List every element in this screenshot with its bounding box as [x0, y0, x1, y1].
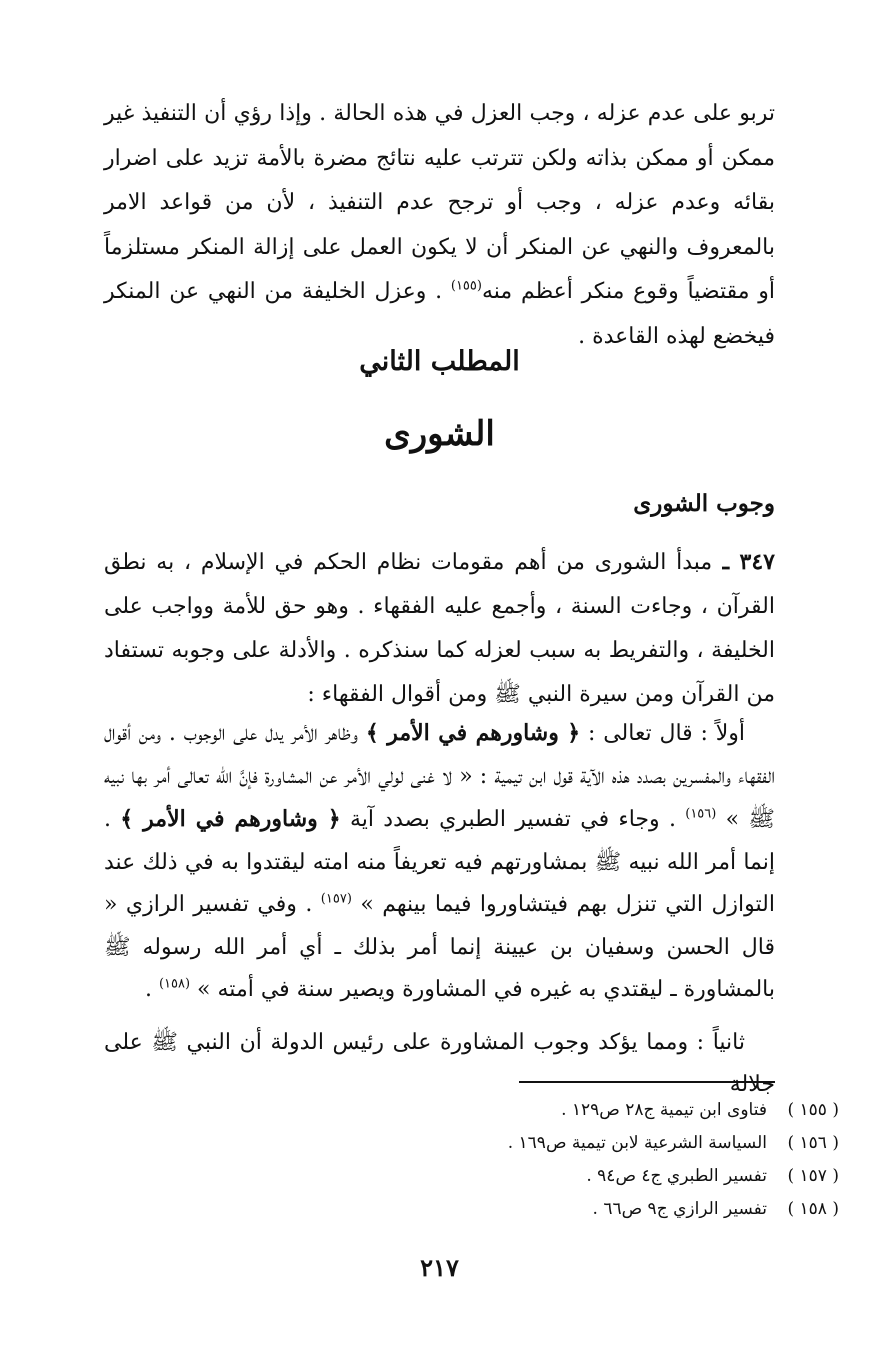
footnote-ref-156[interactable]: (١٥٦)	[685, 806, 717, 822]
footnote-text: فتاوى ابن تيمية ج٢٨ ص١٢٩ .	[561, 1100, 767, 1120]
footnote-text: تفسير الرازي ج٩ ص٦٦ .	[592, 1199, 767, 1219]
intro-text: تربو على عدم عزله ، وجب العزل في هذه الحالة . وإذا رؤي أن التنفيذ غير ممكن أو ممكن بذاته ولكن تترتب عليه نتائج مضرة بالأمة تزيد على اضرار بقائه وعدم عزله ، وجب أو ترجح عدم التنفيذ ، لأن من قواعد الامر بالمعروف والنهي عن المنكر أن لا يكون العمل على إزالة المنكر مستلزماً أو مقتضياً وقوع منكر أعظم منه	[104, 101, 775, 304]
paragraph-number: ٣٤٧	[739, 549, 775, 575]
second-text: ثانياً : ومما يؤكد وجوب المشاورة على رئيس الدولة أن النبي ﷺ على جلالة	[104, 1030, 775, 1097]
first-text-5: .	[144, 977, 159, 1002]
footnote-text: تفسير الطبري ج٤ ص٩٤ .	[586, 1166, 767, 1186]
first-text-1: وظاهر الأمر يدل على الوجوب . ومن أقوال الفقهاء والمفسرين بصدد هذه الآية قول ابن تيمية : « لا غنى لولي الأمر عن المشاورة فإنَّ الله تعالى أمر بها نبيه ﷺ »	[104, 721, 775, 832]
subheading: وجوب الشورى	[633, 490, 775, 517]
footnote-item	[139, 1160, 839, 1193]
section-label: المطلب الثاني	[359, 346, 520, 377]
footnote-divider	[519, 1081, 775, 1083]
footnote-ref-157[interactable]: (١٥٧)	[320, 891, 352, 907]
first-text-2: . وجاء في تفسير الطبري بصدد آية	[340, 807, 686, 832]
first-text-3: . إنما أمر الله نبيه ﷺ بمشاورتهم فيه تعريفاً منه امته ليقتدوا به في ذلك عند التوازل التي تنزل بهم فيتشاوروا فيما بينهم »	[104, 807, 775, 917]
page-number: ٢١٧	[420, 1253, 459, 1282]
footnote-number: ( ١٥٥ )	[787, 1100, 839, 1120]
paragraph-dash: ـ	[712, 549, 740, 575]
footnote-item	[139, 1193, 839, 1226]
intro-tail: . وعزل الخليفة من النهي عن المنكر فيخضع لهذه القاعدة .	[104, 279, 775, 349]
footnote-item	[139, 1127, 839, 1160]
first-lead: أولاً : قال تعالى :	[580, 721, 745, 746]
paragraph-347-text: مبدأ الشورى من أهم مقومات نظام الحكم في الإسلام ، به نطق القرآن ، وجاءت السنة ، وأجمع عليه الفقهاء . وهو حق للأمة وواجب على الخليفة ، والتفريط به سبب لعزله كما سنذكره . والأدلة على وجوبه تستفاد من القرآن ومن سيرة النبي ﷺ ومن أقوال الفقهاء :	[104, 550, 775, 707]
first-text-4: . وفي تفسير الرازي « قال الحسن وسفيان بن عيينة إنما أمر بذلك ـ أي أمر الله رسوله ﷺ بالمشاورة ـ ليقتدي به غيره في المشاورة ويصير سنة في أمته »	[104, 892, 775, 1002]
paragraph-347	[104, 540, 775, 717]
verse-quote-2: ﴿ وشاورهم في الأمر ﴾	[120, 806, 341, 832]
paragraph-first	[104, 712, 775, 1012]
verse-quote-1: ﴿ وشاورهم في الأمر ﴾	[365, 720, 581, 746]
footnotes	[139, 1094, 839, 1226]
footnote-number: ( ١٥٦ )	[787, 1133, 839, 1153]
footnote-text: السياسة الشرعية لابن تيمية ص١٦٩ .	[507, 1133, 767, 1153]
intro-paragraph	[104, 92, 775, 359]
footnote-item	[139, 1094, 839, 1127]
section-heading: الشورى	[384, 414, 495, 454]
footnote-number: ( ١٥٧ )	[787, 1166, 839, 1186]
footnote-ref-155[interactable]: (١٥٥)	[450, 278, 482, 294]
footnote-number: ( ١٥٨ )	[787, 1199, 839, 1219]
footnote-ref-158[interactable]: (١٥٨)	[158, 976, 191, 992]
